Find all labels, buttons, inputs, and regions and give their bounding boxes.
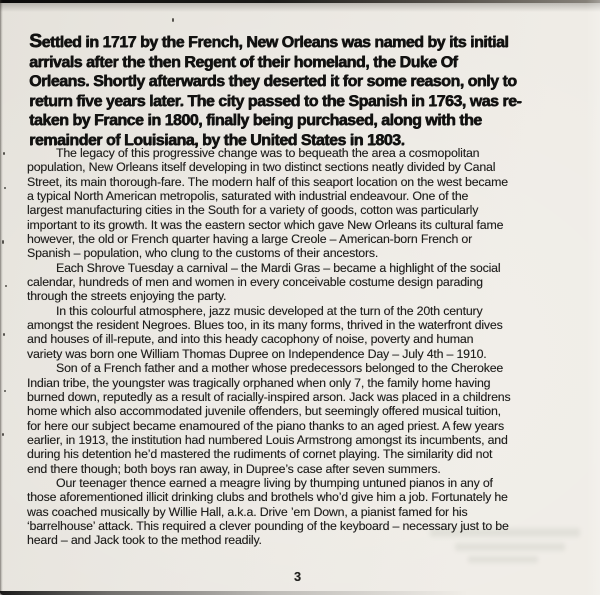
text-line: those aforementioned illicit drinking clubs and brothels who’d give him a job. Fortunately he bbox=[27, 490, 508, 505]
text-line: important to its growth. It was the eastern sector which gave New Orleans its cultural fame bbox=[27, 217, 504, 232]
text-line: arrivals after the then Regent of their homeland, the Duke Of bbox=[29, 53, 458, 71]
paragraph bbox=[27, 304, 582, 361]
text-line: through the streets enjoying the party. bbox=[27, 289, 227, 304]
text-line: however, the old or French quarter having a large Creole – American-born French or bbox=[27, 232, 473, 247]
text-line: Son of a French father and a mother whose predecessors belonged to the Cherokee bbox=[56, 361, 504, 376]
scan-edge-left bbox=[0, 0, 3, 595]
text-line: return five years later. The city passed to the Spanish in 1763, was re- bbox=[29, 92, 522, 110]
text-line: taken by France in 1800, finally being purchased, along with the bbox=[29, 112, 482, 129]
body-text bbox=[27, 146, 582, 548]
text-line: home which also accommodated juvenile offenders, but seemingly offered musical tuition, bbox=[27, 404, 501, 419]
scan-edge-bottom bbox=[0, 591, 600, 595]
text-line: ‘barrelhouse’ attack. This required a clever pounding of the keyboard – necessary just to be bbox=[27, 518, 509, 533]
text-line: end there though; both boys ran away, in Dupree’s case after seven summers. bbox=[27, 461, 441, 476]
text-line: heard – and Jack took to the method readily. bbox=[27, 533, 262, 548]
text-line: population, New Orleans itself developing in two distinct sections neatly divided by Canal bbox=[27, 160, 496, 175]
paragraph bbox=[27, 146, 582, 261]
scan-speck bbox=[2, 433, 4, 436]
paragraph bbox=[27, 476, 582, 548]
text-line: and houses of ill-repute, and into this heady cacophony of noise, poverty and human bbox=[27, 332, 474, 347]
text-line: remainder of Louisiana, by the United States in 1803. bbox=[29, 131, 405, 149]
intro-paragraph bbox=[29, 32, 581, 150]
scan-speck bbox=[5, 285, 7, 287]
text-line: burned down, reputedly as a result of racially-inspired arson. Jack was placed in a childrens bbox=[27, 389, 511, 404]
text-line: a typical North American metropolis, saturated with industrial endeavour. One of the bbox=[27, 189, 469, 204]
paragraph bbox=[27, 261, 582, 304]
text-line: was coached musically by Willie Hall, a.k.a. Drive ’em Down, a pianist famed for his bbox=[27, 504, 468, 519]
page-number: 3 bbox=[293, 569, 302, 584]
text-line: The legacy of this progressive change was to bequeath the area a cosmopolitan bbox=[56, 146, 480, 160]
scan-edge-top-shade bbox=[0, 3, 600, 12]
text-line: during his detention he’d mastered the rudiments of cornet playing. The similarity did not bbox=[27, 447, 493, 462]
text-line: Indian tribe, the youngster was tragically orphaned when only 7, the family home having bbox=[27, 375, 491, 390]
scan-speck bbox=[4, 187, 6, 189]
text-line: largest manufacturing cities in the South for a variety of goods, cotton was particularly bbox=[27, 203, 479, 218]
scan-speck bbox=[4, 390, 6, 392]
scan-speck bbox=[3, 333, 5, 336]
text-line: In this colourful atmosphere, jazz music developed at the turn of the 20th century bbox=[56, 303, 483, 318]
text-line: Each Shrove Tuesday a carnival – the Mardi Gras – became a highlight of the social bbox=[56, 260, 501, 275]
text-line: earlier, in 1913, the institution had numbered Louis Armstrong amongst its incumbents, and bbox=[27, 432, 508, 447]
text-line: Spanish – population, who clung to the customs of their ancestors. bbox=[27, 246, 379, 261]
scan-speck bbox=[3, 152, 5, 155]
scan-speck bbox=[172, 18, 174, 22]
text-line: amongst the resident Negroes. Blues too, in its many forms, thrived in the waterfront dives bbox=[27, 318, 503, 333]
scan-edge-right bbox=[586, 0, 600, 595]
text-line: Settled in 1717 by the French, New Orleans was named by its initial bbox=[29, 30, 509, 52]
text-line: Street, its main thorough-fare. The modern half of this seaport location on the west became bbox=[27, 174, 508, 189]
paragraph bbox=[27, 361, 582, 476]
text-line: variety was born one William Thomas Dupree on Independence Day – July 4th – 1910. bbox=[27, 346, 487, 361]
text-line: Orleans. Shortly afterwards they deserted it for some reason, only to bbox=[29, 73, 517, 90]
page-showthrough bbox=[468, 556, 538, 563]
text-line: Our teenager thence earned a meagre living by thumping untuned pianos in any of bbox=[56, 475, 493, 490]
scan-speck bbox=[2, 240, 4, 244]
text-line: for here our subject became enamoured of the piano thanks to an aged priest. A few years bbox=[27, 418, 504, 433]
text-line: calendar, hundreds of men and women in every conceivable costume design parading bbox=[27, 275, 483, 290]
